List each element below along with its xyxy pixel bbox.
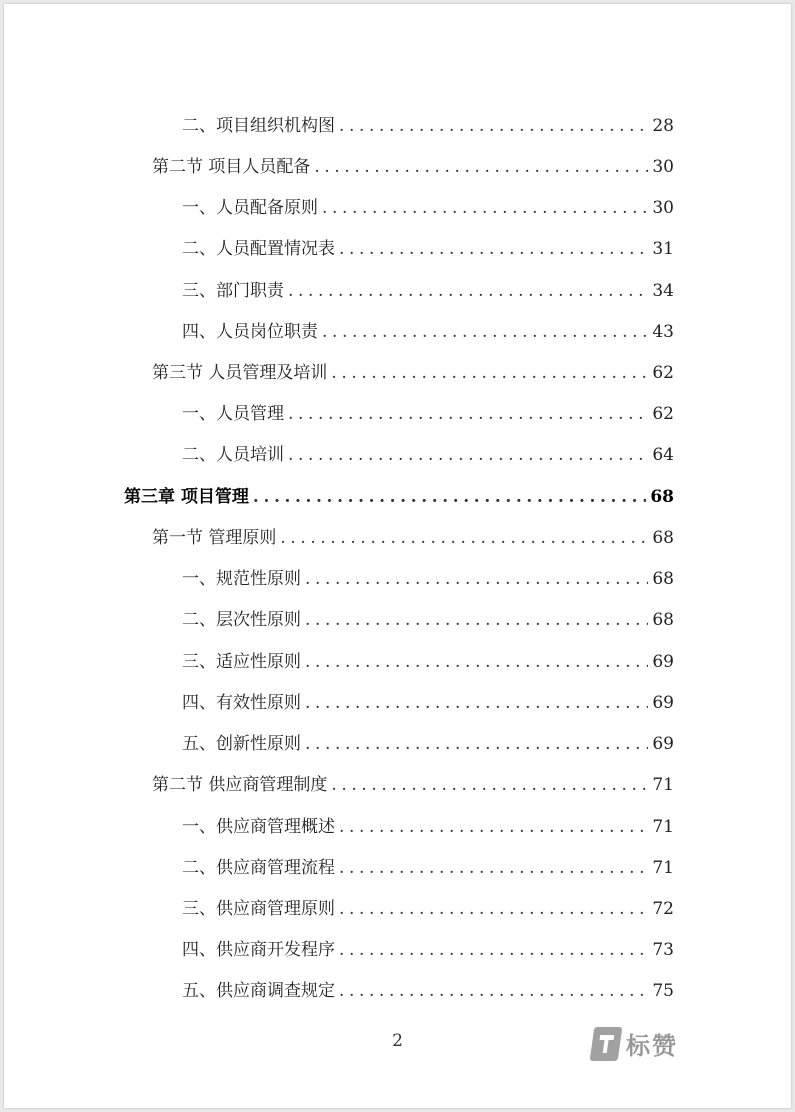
toc-leader-dots (339, 899, 648, 919)
toc-entry-label: 第二节 项目人员配备 (152, 157, 311, 177)
toc-entry-label: 第一节 管理原则 (152, 528, 277, 548)
toc-page-number: 69 (652, 734, 674, 754)
toc-leader-dots (253, 487, 646, 507)
toc-leader-dots (322, 322, 648, 342)
toc-page-number: 75 (652, 981, 674, 1001)
toc-entry[interactable] (182, 317, 674, 341)
toc-page-number: 71 (652, 858, 674, 878)
toc-entry-label: 一、人员配备原则 (182, 198, 318, 218)
toc-leader-dots (339, 116, 648, 136)
page-number-footer: 2 (392, 1031, 403, 1051)
toc-entry-label: 三、适应性原则 (182, 652, 301, 672)
toc-leader-dots (280, 528, 648, 548)
toc-entry[interactable] (182, 564, 674, 588)
toc-page-number: 31 (652, 239, 674, 259)
toc-entry-label: 五、创新性原则 (182, 734, 301, 754)
biaozan-logo-icon (590, 1027, 623, 1061)
toc-entry-label: 一、供应商管理概述 (182, 817, 335, 837)
toc-entry-label: 四、人员岗位职责 (182, 322, 318, 342)
toc-entry-label: 二、层次性原则 (182, 610, 301, 630)
toc-leader-dots (305, 652, 648, 672)
toc-entry-label: 二、项目组织机构图 (182, 116, 335, 136)
toc-entry-label: 第二节 供应商管理制度 (152, 775, 328, 795)
toc-leader-dots (331, 775, 648, 795)
toc-page-number: 64 (652, 445, 674, 465)
toc-page-number: 72 (652, 899, 674, 919)
toc-entry-label: 四、供应商开发程序 (182, 940, 335, 960)
toc-page-number: 68 (652, 569, 674, 589)
toc-entry-label: 五、供应商调查规定 (182, 981, 335, 1001)
toc-entry[interactable] (182, 234, 674, 258)
toc-page-number: 69 (652, 693, 674, 713)
toc-entry-label: 二、人员配置情况表 (182, 239, 335, 259)
toc-leader-dots (314, 157, 648, 177)
toc-page-number: 68 (650, 487, 674, 507)
toc-entry-label: 三、部门职责 (182, 281, 284, 301)
toc-entry[interactable] (182, 853, 674, 877)
toc-leader-dots (339, 981, 648, 1001)
toc-chapter-entry[interactable] (124, 482, 674, 506)
toc-leader-dots (305, 693, 648, 713)
toc-leader-dots (288, 445, 648, 465)
toc-entry[interactable] (182, 440, 674, 464)
document-page (4, 4, 791, 1108)
toc-entry-label: 第三章 项目管理 (124, 487, 249, 507)
toc-entry-label: 二、人员培训 (182, 445, 284, 465)
toc-page-number: 30 (652, 198, 674, 218)
toc-leader-dots (339, 239, 648, 259)
toc-entry-label: 一、人员管理 (182, 404, 284, 424)
toc-entry[interactable] (182, 688, 674, 712)
toc-entry-label: 第三节 人员管理及培训 (152, 363, 328, 383)
toc-page-number: 68 (652, 528, 674, 548)
watermark-logo (592, 1026, 678, 1061)
toc-entry[interactable] (152, 152, 674, 176)
toc-entry[interactable] (182, 976, 674, 1000)
toc-entry[interactable] (182, 111, 674, 135)
toc-entry[interactable] (152, 770, 674, 794)
toc-page-number: 68 (652, 610, 674, 630)
toc-page-number: 34 (652, 281, 674, 301)
toc-page-number: 69 (652, 652, 674, 672)
toc-page-number: 73 (652, 940, 674, 960)
toc-page-number: 43 (652, 322, 674, 342)
toc-page-number: 28 (652, 116, 674, 136)
toc-entry[interactable] (182, 935, 674, 959)
toc-leader-dots (339, 940, 648, 960)
toc-entry[interactable] (182, 193, 674, 217)
toc-entry[interactable] (152, 358, 674, 382)
toc-leader-dots (305, 569, 648, 589)
toc-leader-dots (305, 734, 648, 754)
toc-page-number: 62 (652, 404, 674, 424)
toc-leader-dots (331, 363, 648, 383)
toc-entry[interactable] (182, 605, 674, 629)
toc-page-number: 71 (652, 817, 674, 837)
toc-leader-dots (322, 198, 648, 218)
toc-leader-dots (305, 610, 648, 630)
toc-entry[interactable] (182, 647, 674, 671)
toc-entry-label: 四、有效性原则 (182, 693, 301, 713)
toc-entry[interactable] (152, 523, 674, 547)
toc-entry[interactable] (182, 812, 674, 836)
toc-entry-label: 三、供应商管理原则 (182, 899, 335, 919)
toc-entry[interactable] (182, 894, 674, 918)
toc-leader-dots (339, 858, 648, 878)
watermark-text: 标赞 (626, 1032, 678, 1060)
toc-entry[interactable] (182, 276, 674, 300)
toc-entry-label: 一、规范性原则 (182, 569, 301, 589)
toc-entry-label: 二、供应商管理流程 (182, 858, 335, 878)
toc-leader-dots (339, 817, 648, 837)
toc-entry[interactable] (182, 399, 674, 423)
toc-page-number: 30 (652, 157, 674, 177)
toc-leader-dots (288, 404, 648, 424)
toc-leader-dots (288, 281, 648, 301)
toc-page-number: 71 (652, 775, 674, 795)
toc-page-number: 62 (652, 363, 674, 383)
toc-entry[interactable] (182, 729, 674, 753)
